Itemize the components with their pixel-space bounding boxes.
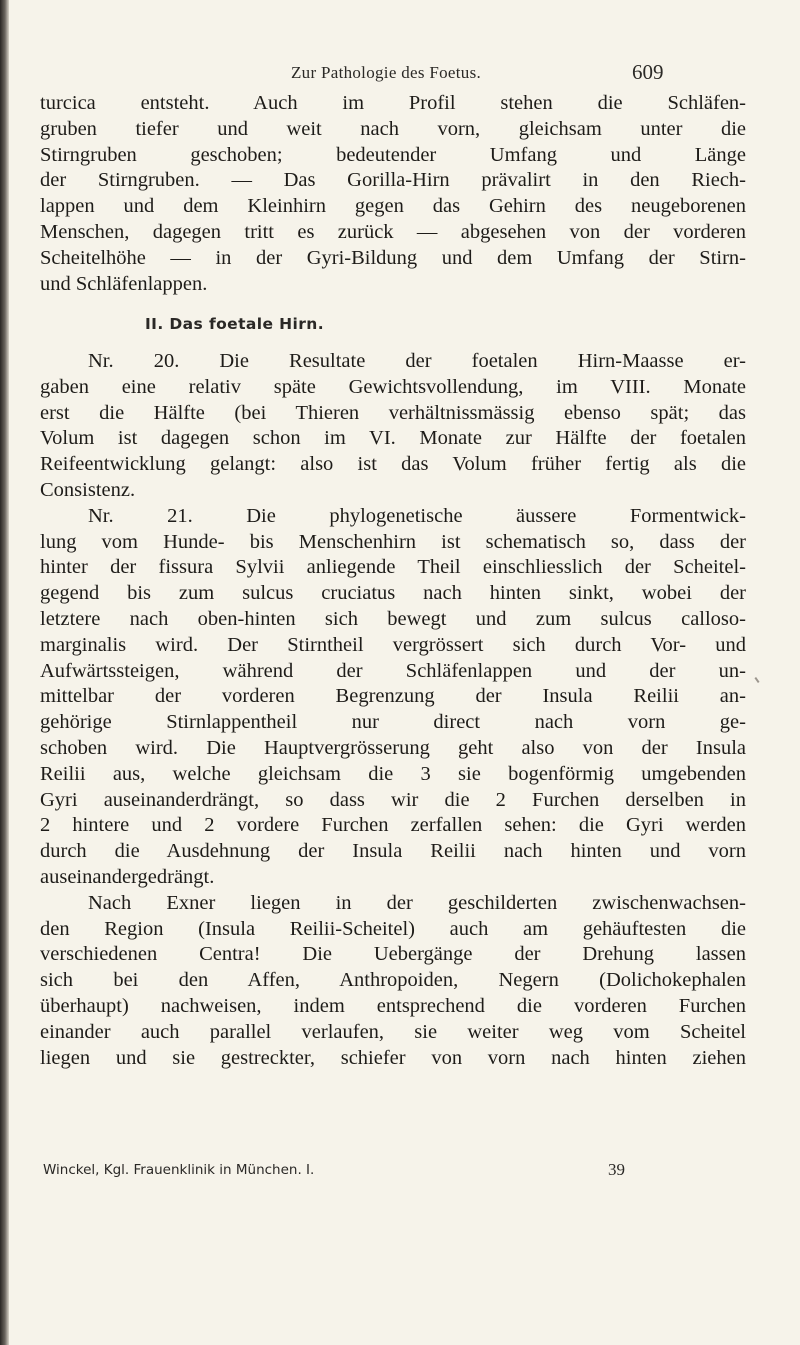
text-line: Menschen, dagegen tritt es zurück — abgesehen von der vorderen	[40, 220, 746, 243]
text-line: Scheitelhöhe — in der Gyri-Bildung und dem Umfang der Stirn-	[40, 246, 746, 269]
text-line: 2 hintere und 2 vordere Furchen zerfallen sehen: die Gyri werden	[40, 814, 746, 837]
text-line: lung vom Hunde- bis Menschenhirn ist schematisch so, dass der	[40, 530, 746, 553]
text-line: marginalis wird. Der Stirntheil vergrössert sich durch Vor- und	[40, 633, 746, 656]
text-line: auseinandergedrängt.	[40, 865, 215, 888]
running-title: Zur Pathologie des Foetus.	[290, 63, 482, 82]
text-line: gegend bis zum sulcus cruciatus nach hinten sinkt, wobei der	[40, 582, 746, 605]
text-line: hinter der fissura Sylvii anliegende Theil einschliesslich der Scheitel-	[40, 556, 746, 579]
text-line: gehörige Stirnlappentheil nur direct nach vorn ge-	[40, 711, 746, 734]
text-line: Gyri auseinanderdrängt, so dass wir die 2 Furchen derselben in	[40, 788, 746, 811]
text-line: überhaupt) nachweisen, indem entsprechend die vorderen Furchen	[40, 994, 746, 1017]
text-line: gaben eine relativ späte Gewichtsvollendung, im VIII. Monate	[40, 375, 746, 398]
text-line: Nach Exner liegen in der geschilderten zwischenwachsen-	[88, 891, 746, 914]
text-line: turcica entsteht. Auch im Profil stehen die Schläfen-	[40, 92, 746, 114]
section-body	[40, 349, 746, 1071]
text-line: Aufwärtssteigen, während der Schläfenlappen und der un-	[40, 659, 746, 682]
section-heading: II. Das foetale Hirn.	[145, 315, 325, 333]
text-line: Stirngruben geschoben; bedeutender Umfang und Länge	[40, 143, 746, 166]
text-line: sich bei den Affen, Anthropoiden, Negern (Dolichokephalen	[40, 969, 746, 992]
footer-imprint: Winckel, Kgl. Frauenklinik in München. I.	[43, 1162, 315, 1178]
footer-imprint-line	[43, 1162, 743, 1178]
text-line: schoben wird. Die Hauptvergrösserung geht also von der Insula	[40, 736, 746, 759]
text-line: Reifeentwicklung gelangt: also ist das Volum früher fertig als die	[40, 453, 746, 476]
text-line: liegen und sie gestreckter, schiefer von vorn nach hinten ziehen	[40, 1046, 746, 1069]
signature-mark: 39	[608, 1160, 625, 1179]
text-line: lappen und dem Kleinhirn gegen das Gehirn des neugeborenen	[40, 195, 746, 218]
margin-speck	[754, 677, 759, 683]
text-line: durch die Ausdehnung der Insula Reilii nach hinten und vorn	[40, 840, 746, 863]
text-line: einander auch parallel verlaufen, sie weiter weg vom Scheitel	[40, 1020, 746, 1043]
text-line: mittelbar der vorderen Begrenzung der Insula Reilii an-	[40, 685, 746, 708]
text-line: gruben tiefer und weit nach vorn, gleichsam unter die	[40, 117, 746, 140]
text-line: verschiedenen Centra! Die Uebergänge der Drehung lassen	[40, 943, 746, 966]
continued-paragraph	[40, 91, 746, 297]
text-line: und Schläfenlappen.	[40, 272, 208, 295]
text-line: Consistenz.	[40, 478, 136, 501]
text-line: erst die Hälfte (bei Thieren verhältnissmässig ebenso spät; das	[40, 401, 746, 424]
text-line: der Stirngruben. — Das Gorilla-Hirn prävalirt in den Riech-	[40, 169, 746, 192]
text-line: Nr. 21. Die phylogenetische äussere Formentwick-	[88, 504, 746, 527]
text-line: Reilii aus, welche gleichsam die 3 sie bogenförmig umgebenden	[40, 762, 746, 785]
text-line: Nr. 20. Die Resultate der foetalen Hirn-Maasse er-	[88, 350, 746, 372]
text-line: letztere nach oben-hinten sich bewegt und zum sulcus calloso-	[40, 607, 746, 630]
page-number: 609	[632, 60, 664, 84]
text-line: den Region (Insula Reilii-Scheitel) auch am gehäuftesten die	[40, 917, 746, 940]
text-line: Volum ist dagegen schon im VI. Monate zur Hälfte der foetalen	[40, 427, 746, 450]
